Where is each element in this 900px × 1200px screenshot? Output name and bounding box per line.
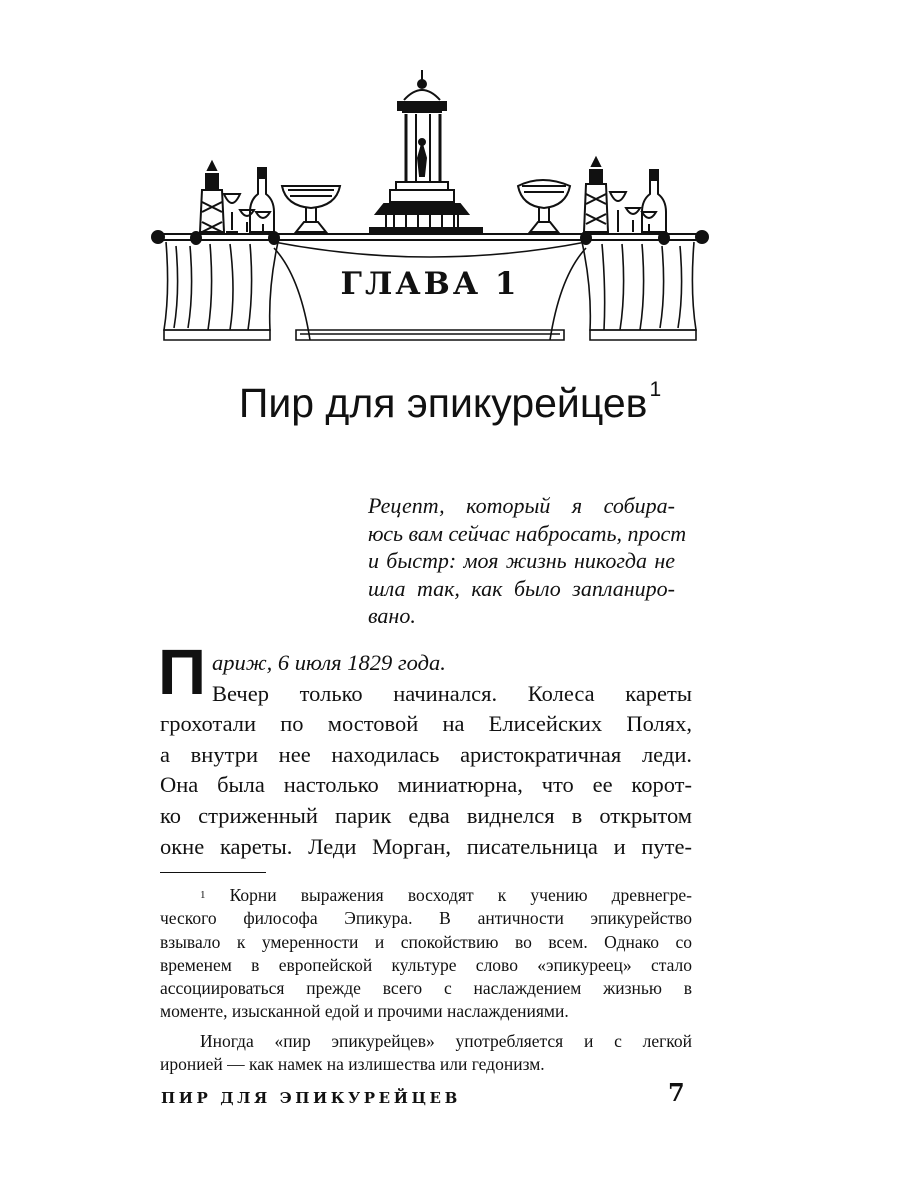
page-number: 7 bbox=[668, 1078, 685, 1107]
epigraph-line: Рецепт, который я собира- bbox=[368, 493, 675, 518]
chapter-illustration bbox=[150, 62, 710, 347]
epigraph-line: шла так, как было запланиро- bbox=[368, 575, 675, 601]
footnote-line: временем в европейской культуре слово «эпикуреец» стало bbox=[160, 954, 692, 975]
footnote-line: взывало к умеренности и спокойствию во всем. Однако со bbox=[160, 931, 692, 952]
footnote-line: моменте, изысканной едой и прочими наслаждениями. bbox=[160, 1001, 569, 1022]
body-line: ко стриженный парик едва виднелся в открытом bbox=[160, 802, 692, 828]
footnote-line-text: Корни выражения восходят к учению древнегре- bbox=[229, 885, 692, 905]
body-line: Вечер только начинался. Колеса кареты bbox=[212, 680, 692, 706]
right-fruit-bowl bbox=[518, 180, 570, 232]
footnote-line bbox=[160, 884, 692, 907]
epigraph-line: юсь вам сейчас набросать, прост bbox=[368, 520, 687, 546]
left-wine-bottle bbox=[250, 168, 274, 232]
footnote-rule bbox=[160, 872, 266, 873]
body-line: а внутри нее находилась аристократичная леди. bbox=[160, 741, 692, 767]
footnote-line: ассоциироваться прежде всего с наслаждением жизнью в bbox=[160, 978, 692, 999]
chapter-label: ГЛАВА 1 bbox=[340, 266, 520, 302]
right-carafe bbox=[584, 158, 608, 232]
left-carafe bbox=[200, 162, 224, 232]
chapter-title-text: Пир для эпикурейцев bbox=[238, 380, 648, 426]
left-glasses bbox=[224, 194, 270, 232]
epigraph-line: вано. bbox=[368, 603, 416, 628]
left-fruit-bowl bbox=[282, 186, 340, 232]
body-line: окне кареты. Леди Морган, писательница и путе- bbox=[160, 833, 692, 859]
body-line: Она была настолько миниатюрна, что ее корот- bbox=[160, 772, 692, 798]
footnote-marker: 1 bbox=[200, 889, 206, 901]
footnote-line: Иногда «пир эпикурейцев» употребляется и с легкой bbox=[200, 1030, 692, 1051]
dateline: ариж, 6 июля 1829 года. bbox=[212, 650, 446, 675]
footnote bbox=[160, 884, 692, 1076]
right-glasses bbox=[610, 192, 656, 232]
epigraph bbox=[368, 492, 687, 630]
footnote-reference[interactable]: 1 bbox=[649, 378, 662, 401]
chapter-title bbox=[0, 380, 900, 427]
epigraph-line: и быстр: моя жизнь никогда не bbox=[368, 548, 675, 573]
running-title: ПИР ДЛЯ ЭПИКУРЕЙЦЕВ bbox=[161, 1089, 461, 1107]
drop-cap: П bbox=[157, 636, 207, 708]
body-text bbox=[160, 648, 692, 862]
body-line: грохотали по мостовой на Елисейских Полях, bbox=[160, 711, 692, 737]
banquet-table-drawing bbox=[150, 62, 710, 347]
right-wine-bottle bbox=[642, 170, 666, 232]
footnote-line: иронией — как намек на излишества или гедонизм. bbox=[160, 1054, 545, 1075]
footnote-line: ческого философа Эпикура. В античности эпикурейство bbox=[160, 908, 692, 929]
